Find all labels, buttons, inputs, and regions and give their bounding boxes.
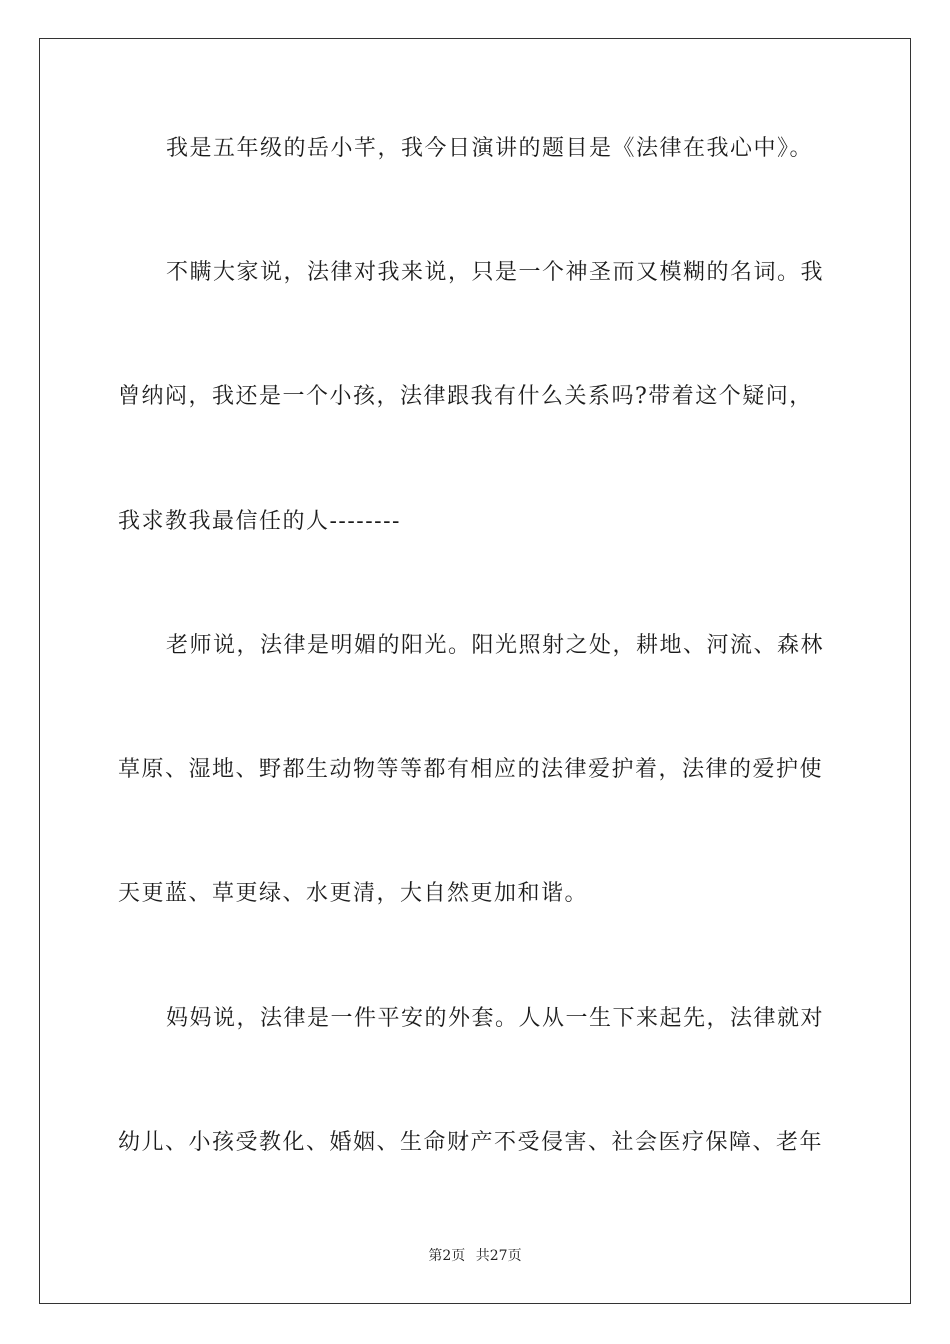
page-footer <box>0 1247 950 1265</box>
paragraph-line: 幼儿、小孩受教化、婚姻、生命财产不受侵害、社会医疗保障、老年 <box>118 1130 824 1155</box>
paragraph-line: 天更蓝、草更绿、水更清，大自然更加和谐。 <box>118 881 589 906</box>
page-border <box>39 38 911 1304</box>
paragraph-line: 老师说，法律是明媚的阳光。阳光照射之处，耕地、河流、森林 <box>166 633 825 658</box>
paragraph-line: 我是五年级的岳小芊，我今日演讲的题目是《法律在我心中》。 <box>166 136 814 161</box>
paragraph-line: 我求教我最信任的人-------- <box>118 509 401 534</box>
paragraph-line: 妈妈说，法律是一件平安的外套。人从一生下来起先，法律就对 <box>166 1006 825 1031</box>
page-total: 共27页 <box>475 1248 522 1264</box>
paragraph-line: 草原、湿地、野都生动物等等都有相应的法律爱护着，法律的爱护使 <box>118 757 824 782</box>
paragraph-line: 曾纳闷，我还是一个小孩，法律跟我有什么关系吗?带着这个疑问， <box>118 384 813 409</box>
paragraph-line: 不瞒大家说，法律对我来说，只是一个神圣而又模糊的名词。我 <box>166 260 825 285</box>
page-number: 第2页 <box>428 1248 466 1264</box>
